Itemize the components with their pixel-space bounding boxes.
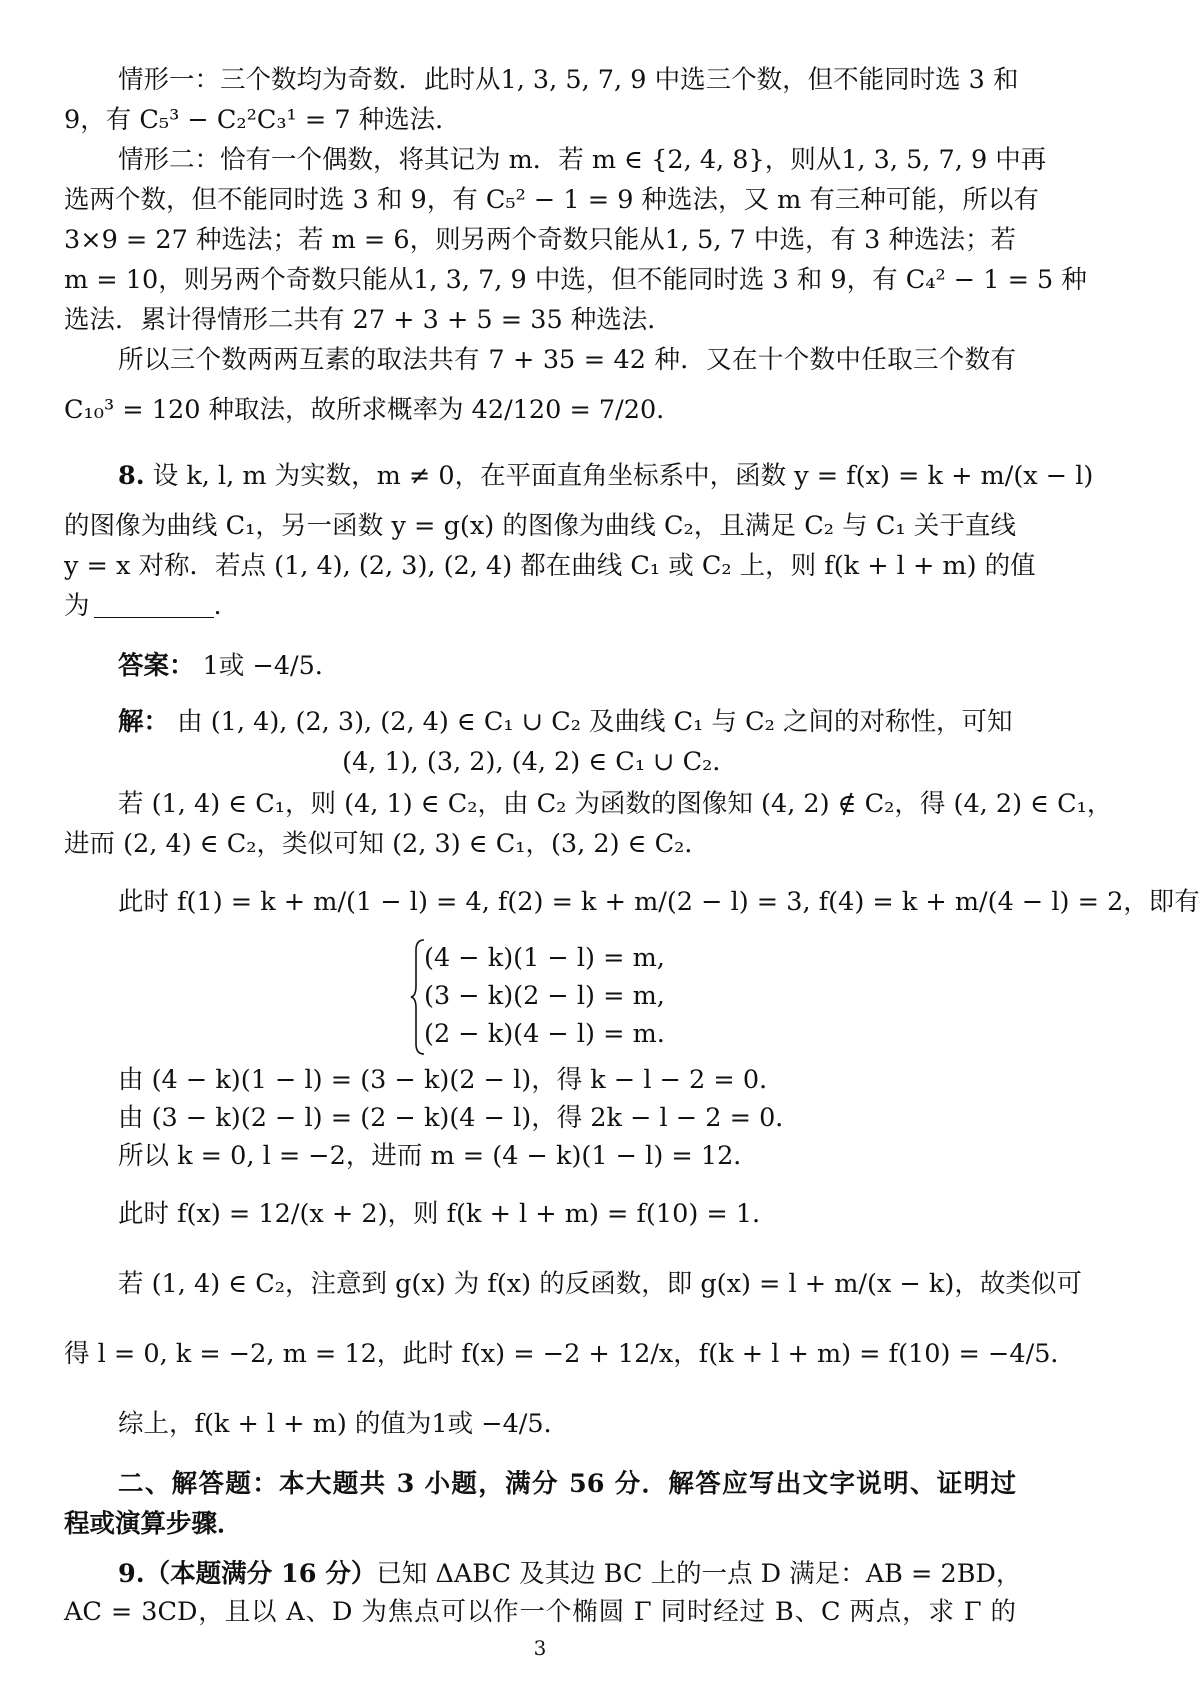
solution-line4: 进而 (2, 4) ∈ C₂，类似可知 (2, 3) ∈ C₁，(3, 2) ∈ C₂． (64, 829, 710, 859)
page-number: 3 (533, 1636, 547, 1660)
question-8-text: 设 k, l, m 为实数，m ≠ 0，在平面直角坐标系中，函数 y = f(x) = k + m/(x − l) (152, 461, 1094, 491)
total-line1: 所以三个数两两互素的取法共有 7 + 35 = 42 种．又在十个数中任取三个数有 (118, 345, 1016, 375)
solution-line6: 由 (4 − k)(1 − l) = (3 − k)(2 − l)，得 k − l − 2 = 0． (118, 1065, 785, 1095)
answer-blank (94, 591, 214, 618)
solution-line1 (118, 704, 1016, 740)
question-9-number: 9. (118, 1559, 145, 1589)
answer-line (118, 648, 1016, 684)
question-8-number: 8. (118, 461, 145, 491)
question-8-line4: 为 . (64, 591, 222, 621)
solution-line9: 此时 f(x) = 12/(x + 2)，则 f(k + l + m) = f(10) = 1． (118, 1199, 778, 1229)
case2-line2: 选两个数，但不能同时选 3 和 9，有 C₅² − 1 = 9 种选法，又 m 有三种可能，所以有 (64, 185, 1039, 215)
system-eq-3: (2 − k)(4 − l) = m. (424, 1019, 665, 1049)
solution-line3: 若 (1, 4) ∈ C₁，则 (4, 1) ∈ C₂，由 C₂ 为函数的图像知 (4, 2) ∉ C₂，得 (4, 2) ∈ C₁， (118, 789, 1113, 819)
case2-line5: 选法．累计得情形二共有 27 + 3 + 5 = 35 种选法． (64, 305, 673, 335)
question-9-text: 已知 ΔABC 及其边 BC 上的一点 D 满足：AB = 2BD， (376, 1559, 1022, 1589)
section-two-heading: 二、解答题：本大题共 3 小题，满分 56 分．解答应写出文字说明、证明过 (118, 1469, 1016, 1499)
system-eq-2: (3 − k)(2 − l) = m, (424, 981, 665, 1011)
question-9-line1 (118, 1556, 1022, 1592)
total-line2: C₁₀³ = 120 种取法，故所求概率为 42/120 = 7/20． (64, 395, 682, 425)
question-8-line3: y = x 对称．若点 (1, 4), (2, 3), (2, 4) 都在曲线 C₁ 或 C₂ 上，则 f(k + l + m) 的值 (64, 551, 1036, 581)
case2-line4: m = 10，则另两个奇数只能从1, 3, 7, 9 中选，但不能同时选 3 和 9，有 C₄² − 1 = 5 种 (64, 265, 1087, 295)
system-eq-1: (4 − k)(1 − l) = m, (424, 943, 665, 973)
section-two-heading-2: 程或演算步骤． (64, 1509, 243, 1539)
solution-line11: 得 l = 0, k = −2, m = 12，此时 f(x) = −2 + 12/x，f(k + l + m) = f(10) = −4/5． (64, 1339, 1076, 1369)
solution-display-1: (4, 1), (3, 2), (4, 2) ∈ C₁ ∪ C₂． (342, 747, 738, 777)
solution-line10: 若 (1, 4) ∈ C₂，注意到 g(x) 为 f(x) 的反函数，即 g(x) = l + m/(x − k)，故类似可 (118, 1269, 1082, 1299)
case2-line3: 3×9 = 27 种选法；若 m = 6，则另两个奇数只能从1, 5, 7 中选，有 3 种选法；若 (64, 225, 1016, 255)
conclusion-line: 综上，f(k + l + m) 的值为1或 −4/5． (118, 1409, 570, 1439)
solution-line8: 所以 k = 0, l = −2，进而 m = (4 − k)(1 − l) = 12． (118, 1141, 759, 1171)
solution-line5: 此时 f(1) = k + m/(1 − l) = 4, f(2) = k + m/(2 − l) = 3, f(4) = k + m/(4 − l) = 2，即有 (118, 887, 1200, 917)
question-8-line2: 的图像为曲线 C₁，另一函数 y = g(x) 的图像为曲线 C₂，且满足 C₂ 与 C₁ 关于直线 (64, 511, 1016, 541)
answer-label: 答案： (118, 651, 195, 681)
answer-value: 1或 −4/5． (202, 651, 341, 681)
question-8-tail: 为 (64, 591, 90, 621)
question-9-score: （本题满分 16 分） (144, 1559, 377, 1589)
case1-line2: 9，有 C₅³ − C₂²C₃¹ = 7 种选法． (64, 105, 461, 135)
solution-line7: 由 (3 − k)(2 − l) = (2 − k)(4 − l)，得 2k − l − 2 = 0． (118, 1103, 801, 1133)
solution-label: 解： (118, 707, 170, 737)
question-8-line1 (118, 458, 1094, 494)
solution-text: 由 (1, 4), (2, 3), (2, 4) ∈ C₁ ∪ C₂ 及曲线 C₁ 与 C₂ 之间的对称性，可知 (177, 707, 1013, 737)
case2-line1: 情形二：恰有一个偶数，将其记为 m．若 m ∈ {2, 4, 8}，则从1, 3, 5, 7, 9 中再 (118, 145, 1047, 175)
case1-line1: 情形一：三个数均为奇数．此时从1, 3, 5, 7, 9 中选三个数，但不能同时选 3 和 (118, 65, 1019, 95)
question-9-line2: AC = 3CD，且以 A、D 为焦点可以作一个椭圆 Γ 同时经过 B、C 两点，求 Γ 的 (64, 1597, 1016, 1627)
